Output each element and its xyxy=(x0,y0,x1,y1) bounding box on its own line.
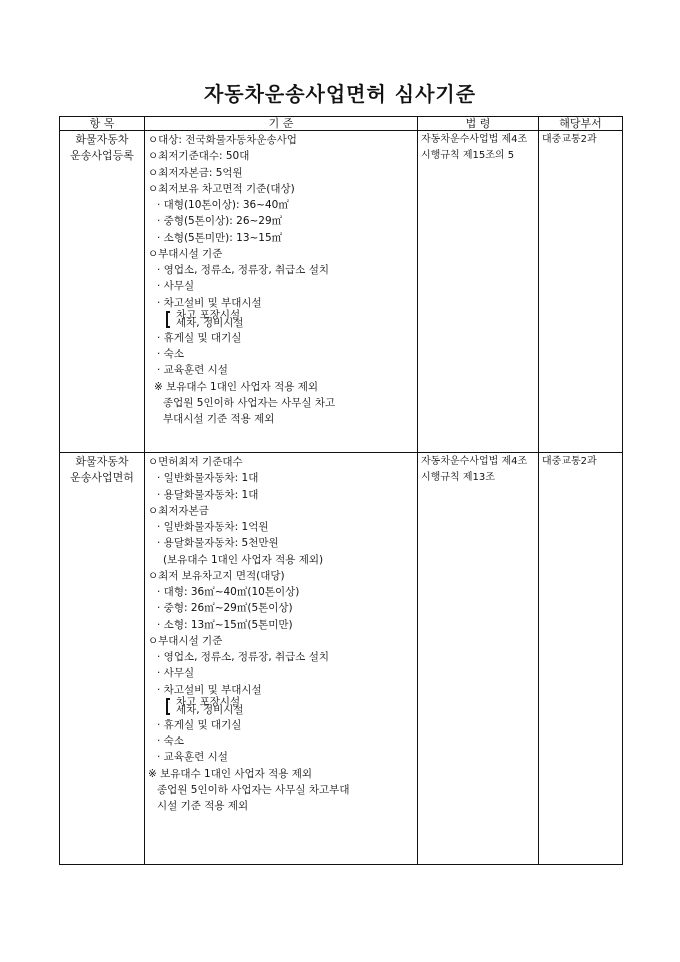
criteria-line: · 소형(5톤미만): 13~15㎡ xyxy=(157,231,283,244)
dept-cell: 대중교통2과 xyxy=(539,131,623,453)
criteria-line: · 중형(5톤이상): 26~29㎡ xyxy=(157,215,283,228)
law-line: 자동차운수사업법 제4조 xyxy=(421,134,528,145)
criteria-table xyxy=(59,116,623,865)
criteria-cell xyxy=(145,131,418,453)
item-label-line: 운송사업등록 xyxy=(70,149,134,162)
criteria-line: · 중형: 26㎡~29㎡(5톤이상) xyxy=(157,602,293,615)
criteria-line: · 일반화물자동차: 1대 xyxy=(157,472,259,485)
criteria-line: ※ 보유대수 1대인 사업자 적용 제외 xyxy=(148,767,313,780)
item-label-line: 운송사업면허 xyxy=(70,471,134,484)
bracket-group xyxy=(148,319,417,328)
criteria-line: ㅇ대상: 전국화물자동차운송사업 xyxy=(148,134,297,146)
criteria-line: ㅇ면허최저 기준대수 xyxy=(148,456,243,468)
criteria-line: · 대형(10톤이상): 36~40㎡ xyxy=(157,199,289,211)
law-cell xyxy=(418,453,539,865)
criteria-line: · 일반화물자동차: 1억원 xyxy=(157,521,269,533)
criteria-line: · 교육훈련 시설 xyxy=(157,751,228,764)
criteria-line: ※ 보유대수 1대인 사업자 적용 제외 xyxy=(154,380,319,393)
criteria-line: · 차고설비 및 부대시설 xyxy=(157,683,262,696)
item-cell xyxy=(60,131,145,453)
bracket-group xyxy=(148,706,417,715)
criteria-line: · 소형: 13㎡~15㎡(5톤미만) xyxy=(157,618,293,631)
criteria-line: · 교육훈련 시설 xyxy=(157,364,228,377)
law-cell xyxy=(418,131,539,453)
criteria-line: · 차고설비 및 부대시설 xyxy=(157,296,262,309)
criteria-line: · 대형: 36㎡~40㎡(10톤이상) xyxy=(157,586,300,598)
criteria-line: · 영업소, 정류소, 정류장, 취급소 설치 xyxy=(157,264,330,276)
criteria-line: ㅇ부대시설 기준 xyxy=(148,634,223,647)
criteria-line: 종업원 5인이하 사업자는 사무실 차고부대 xyxy=(157,783,350,796)
criteria-line: ㅇ최저 보유차고지 면적(대당) xyxy=(148,569,285,582)
criteria-cell xyxy=(145,453,418,865)
law-line: 자동차운수사업법 제4조 xyxy=(421,456,528,467)
criteria-line: 시설 기준 적용 제외 xyxy=(157,800,249,812)
criteria-line: ㅇ최저자본금: 5억원 xyxy=(148,166,243,179)
page-title: 자동차운송사업면허 심사기준 xyxy=(203,82,477,106)
criteria-line: 부대시설 기준 적용 제외 xyxy=(163,413,275,425)
criteria-line: ㅇ부대시설 기준 xyxy=(148,247,223,260)
criteria-line: · 숙소 xyxy=(157,735,184,747)
header-law: 법 령 xyxy=(418,117,539,131)
criteria-line: ㅇ최저보유 차고면적 기준(대상) xyxy=(148,182,295,195)
criteria-line: · 휴게실 및 대기실 xyxy=(157,331,242,344)
criteria-line: 세차, 정비시설 xyxy=(176,704,244,717)
item-label-line: 화물자동차 xyxy=(75,455,129,468)
criteria-line: (보유대수 1대인 사업자 적용 제외) xyxy=(163,553,324,566)
table-header-row xyxy=(60,117,623,131)
criteria-line: 차고 포장시설 xyxy=(176,695,241,708)
criteria-line: · 숙소 xyxy=(157,348,184,360)
dept-cell: 대중교통2과 xyxy=(539,453,623,865)
criteria-line: · 용달화물자동차: 1대 xyxy=(157,488,259,501)
criteria-line: · 사무실 xyxy=(157,667,195,680)
criteria-line: · 용달화물자동차: 5천만원 xyxy=(157,537,279,550)
criteria-line: 세차, 정비시설 xyxy=(176,317,244,330)
law-line: 시행규칙 제15조의 5 xyxy=(421,150,515,161)
law-line: 시행규칙 제13조 xyxy=(421,472,495,483)
header-dept: 해당부서 xyxy=(539,117,623,131)
table-row xyxy=(60,453,623,865)
item-cell xyxy=(60,453,145,865)
criteria-line: · 휴게실 및 대기실 xyxy=(157,718,242,731)
criteria-line: 차고 포장시설 xyxy=(176,308,241,321)
criteria-line: ㅇ최저기준대수: 50대 xyxy=(148,150,250,163)
header-item: 항 목 xyxy=(60,117,145,131)
item-label-line: 화물자동차 xyxy=(75,133,129,146)
criteria-line: 종업원 5인이하 사업자는 사무실 차고 xyxy=(163,396,336,409)
criteria-line: · 영업소, 정류소, 정류장, 취급소 설치 xyxy=(157,651,330,663)
header-criteria: 기 준 xyxy=(145,117,418,131)
criteria-line: · 사무실 xyxy=(157,280,195,293)
criteria-line: ㅇ최저자본금 xyxy=(148,504,209,517)
table-row xyxy=(60,131,623,453)
